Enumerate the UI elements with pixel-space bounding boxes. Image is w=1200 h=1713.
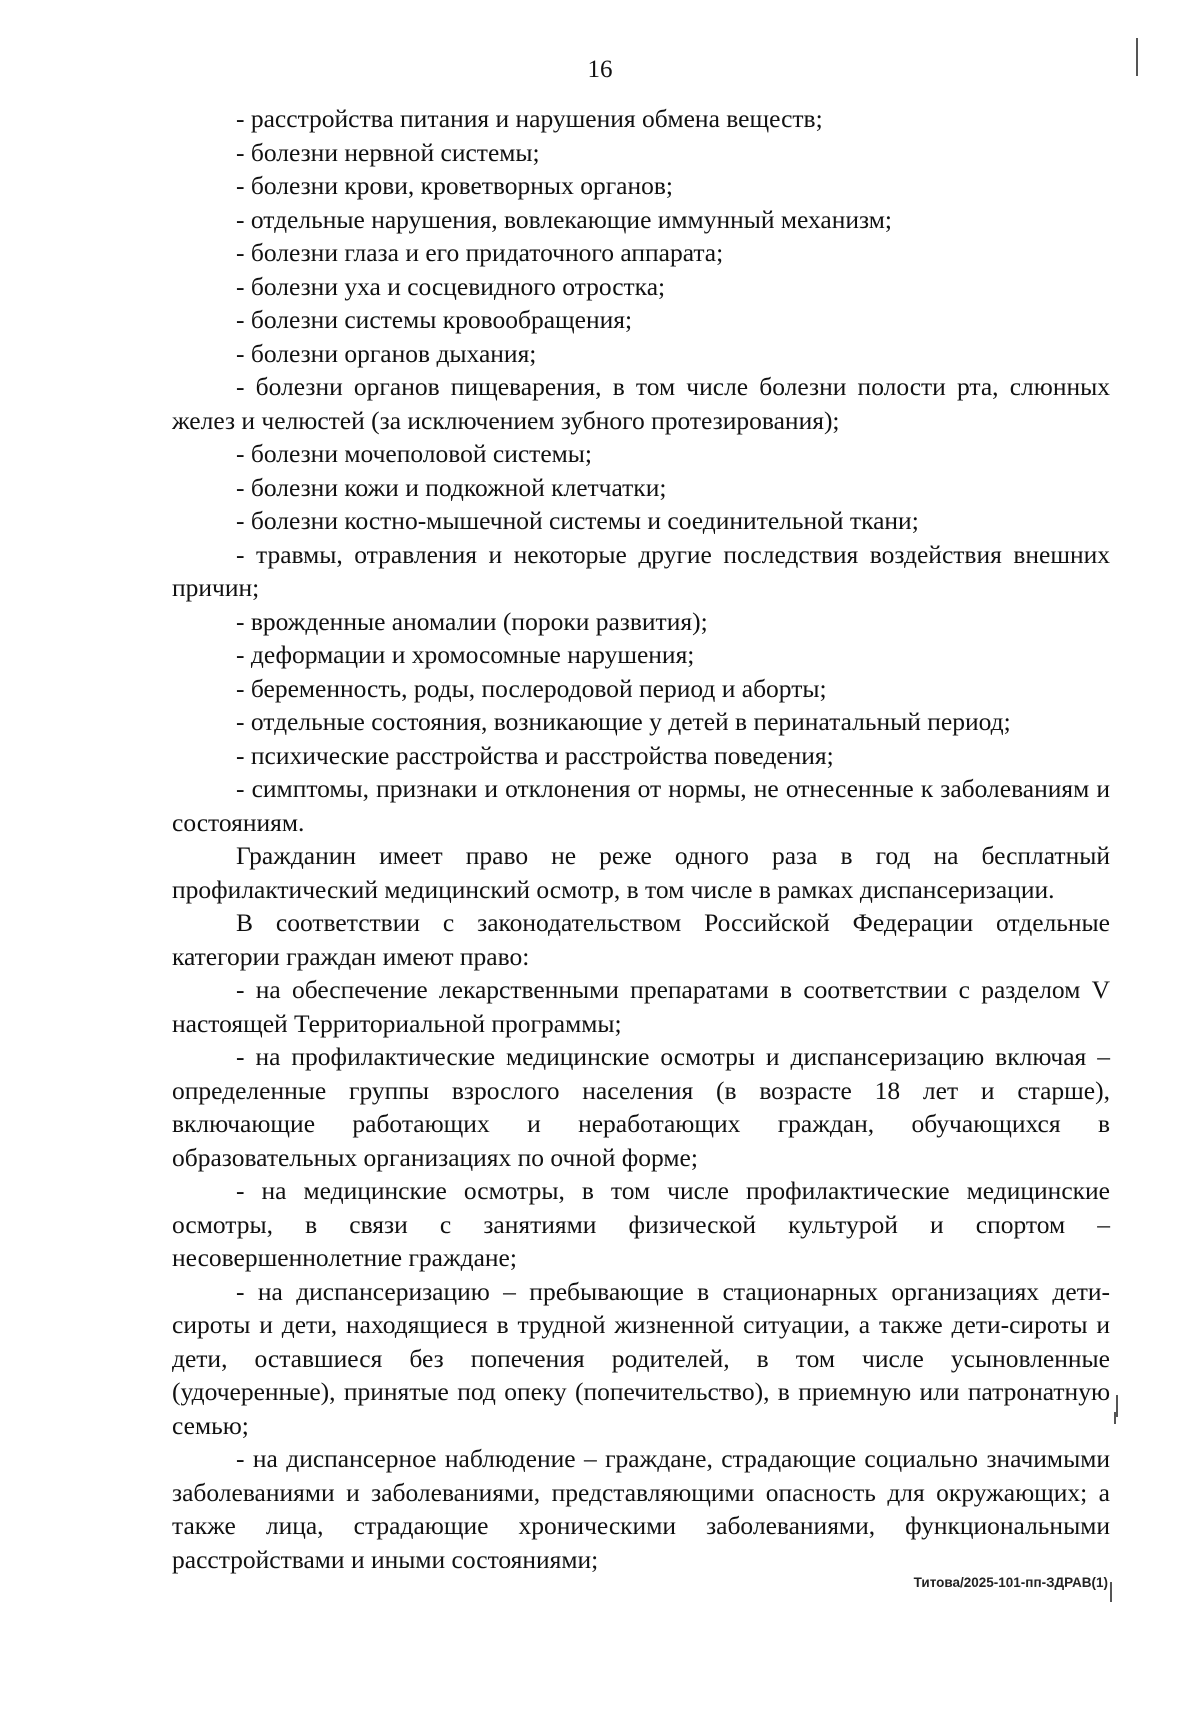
list-item: - на диспансерное наблюдение – граждане, страдающие социально значимыми заболеваниями и заболеваниями, представляющими опасность для окружающих; а также лица, страдающие хроническими заболеваниями, функциональными расстройствами и иными состояниями; bbox=[172, 1444, 1110, 1574]
list-item: - болезни органов пищеварения, в том числе болезни полости рта, слюнных желез и челюстей (за исключением зубного протезирования); bbox=[172, 372, 1110, 435]
list-item: - беременность, роды, послеродовой период и аборты; bbox=[236, 673, 827, 703]
list-item: - болезни мочеполовой системы; bbox=[236, 439, 592, 468]
scan-edge-mark bbox=[1114, 1412, 1116, 1424]
paragraph-categories: В соответствии с законодательством Российской Федерации отдельные категории граждан имеют право: bbox=[172, 908, 1110, 971]
list-item: - болезни уха и сосцевидного отростка; bbox=[236, 271, 666, 301]
page-number: 16 bbox=[587, 56, 613, 83]
list-item: - болезни крови, кроветворных органов; bbox=[236, 171, 673, 200]
list-item: - на обеспечение лекарственными препаратами в соответствии с разделом V настоящей Территориальной программы; bbox=[172, 975, 1110, 1038]
list-item: - на диспансеризацию – пребывающие в стационарных организациях дети-сироты и дети, находящиеся в трудной жизненной ситуации, а также дети-сироты и дети, оставшиеся без попечения родителей, в том числе усыновленные (удочеренные), принятые под опеку (попечительство), в приемную или патронатную семью; bbox=[172, 1276, 1110, 1440]
list-item: - расстройства питания и нарушения обмена веществ; bbox=[236, 104, 823, 133]
list-item: - болезни нервной системы; bbox=[236, 137, 540, 167]
list-item: - болезни кожи и подкожной клетчатки; bbox=[236, 472, 667, 502]
list-item: - врожденные аномалии (пороки развития); bbox=[236, 606, 708, 636]
list-item: - деформации и хромосомные нарушения; bbox=[236, 640, 695, 669]
list-item: - болезни глаза и его придаточного аппарата; bbox=[236, 238, 724, 267]
list-item: - на медицинские осмотры, в том числе профилактические медицинские осмотры, в связи с занятиями физической культурой и спортом – несовершеннолетние граждане; bbox=[172, 1176, 1110, 1272]
list-item: - болезни органов дыхания; bbox=[236, 338, 537, 368]
list-item: - травмы, отравления и некоторые другие последствия воздействия внешних причин; bbox=[172, 539, 1110, 602]
scan-edge-mark bbox=[1110, 1582, 1112, 1602]
list-item: - психические расстройства и расстройства поведения; bbox=[236, 740, 834, 770]
list-item: - болезни системы кровообращения; bbox=[236, 305, 633, 334]
list-item: - болезни костно-мышечной системы и соединительной ткани; bbox=[236, 506, 919, 535]
paragraph-checkup: Гражданин имеет право не реже одного раза в год на бесплатный профилактический медицинский осмотр, в том числе в рамках диспансеризации. bbox=[172, 841, 1110, 904]
scan-edge-mark bbox=[1136, 38, 1138, 76]
list-item: - симптомы, признаки и отклонения от нормы, не отнесенные к заболеваниям и состояниям. bbox=[172, 774, 1110, 837]
list-item: - на профилактические медицинские осмотры и диспансеризацию включая – определенные группы взрослого населения (в возрасте 18 лет и старше), включающие работающих и неработающих граждан, обучающихся в образовательных организациях по очной форме; bbox=[172, 1042, 1110, 1172]
scan-edge-mark bbox=[1116, 1395, 1118, 1417]
list-item: - отдельные нарушения, вовлекающие иммунный механизм; bbox=[236, 204, 892, 234]
document-body bbox=[172, 102, 1110, 1576]
list-item: - отдельные состояния, возникающие у детей в перинатальный период; bbox=[236, 707, 1011, 736]
footer-document-code: Титова/2025-101-пп-ЗДРАВ(1) bbox=[913, 1575, 1108, 1590]
